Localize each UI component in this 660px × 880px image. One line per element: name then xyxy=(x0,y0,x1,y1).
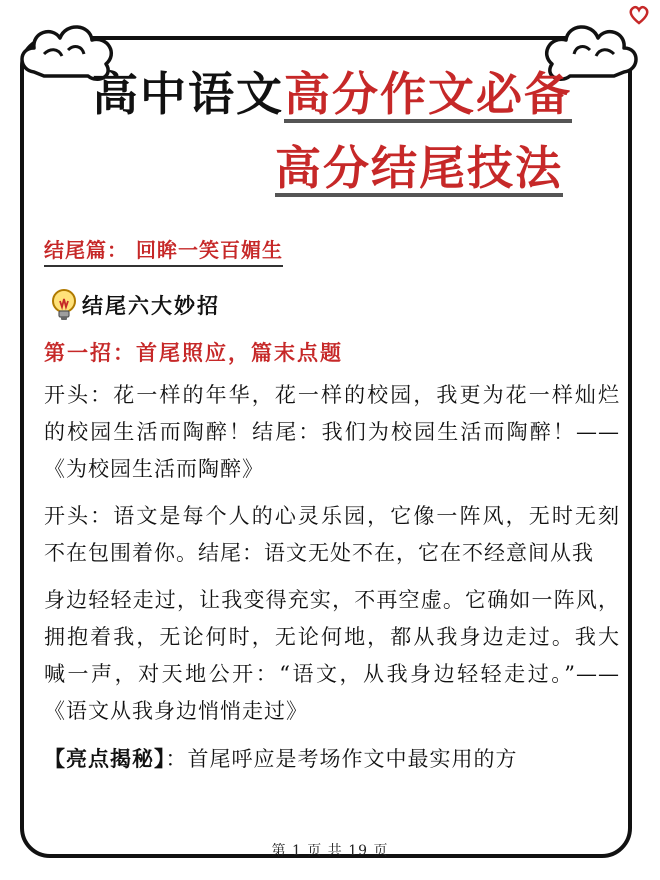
page-number: 第 1 页 共 19 页 xyxy=(271,843,389,859)
title-black-part: 高中语文 xyxy=(92,67,284,121)
highlight-label: 【亮点揭秘】 xyxy=(44,746,166,771)
title-red-part: 高分作文必备 xyxy=(284,67,572,121)
section-heading: 结尾篇： 回眸一笑百媚生 xyxy=(44,234,283,267)
subheading-text: 结尾六大妙招 xyxy=(82,293,220,318)
move-one-title: 第一招：首尾照应，篇末点题 xyxy=(44,340,343,365)
example-paragraph-3: 身边轻轻走过，让我变得充实，不再空虚。它确如一阵风，拥抱着我，无论何时，无论何地，都从我身边走过。我大 喊一声，对天地公开：“语文，从我身边轻轻走过。”——《语文从我身边悄悄走过》 xyxy=(44,588,620,723)
light-bulb-icon xyxy=(48,287,80,323)
title-subtitle: 高分结尾技法 xyxy=(275,141,563,195)
highlight-text: ：首尾呼应是考场作文中最实用的方 xyxy=(165,747,518,771)
document-body xyxy=(44,228,620,778)
subheading-row xyxy=(48,287,620,323)
example-paragraph-2: 开头：语文是每个人的心灵乐园，它像一阵风，无时无刻 不在包围着你。结尾：语文无处不在，它在不经意间从我 xyxy=(44,504,620,565)
heart-icon xyxy=(628,4,650,26)
example-paragraph-1: 开头：花一样的年华，花一样的校园，我更为花一样灿烂 的校园生活而陶醉！结尾：我们为校园生活而陶醉！——《为校园生活而陶醉》 xyxy=(44,383,620,481)
page-title-line2 xyxy=(275,138,563,198)
page-title-line1 xyxy=(92,64,572,124)
highlight-reveal xyxy=(44,740,620,778)
